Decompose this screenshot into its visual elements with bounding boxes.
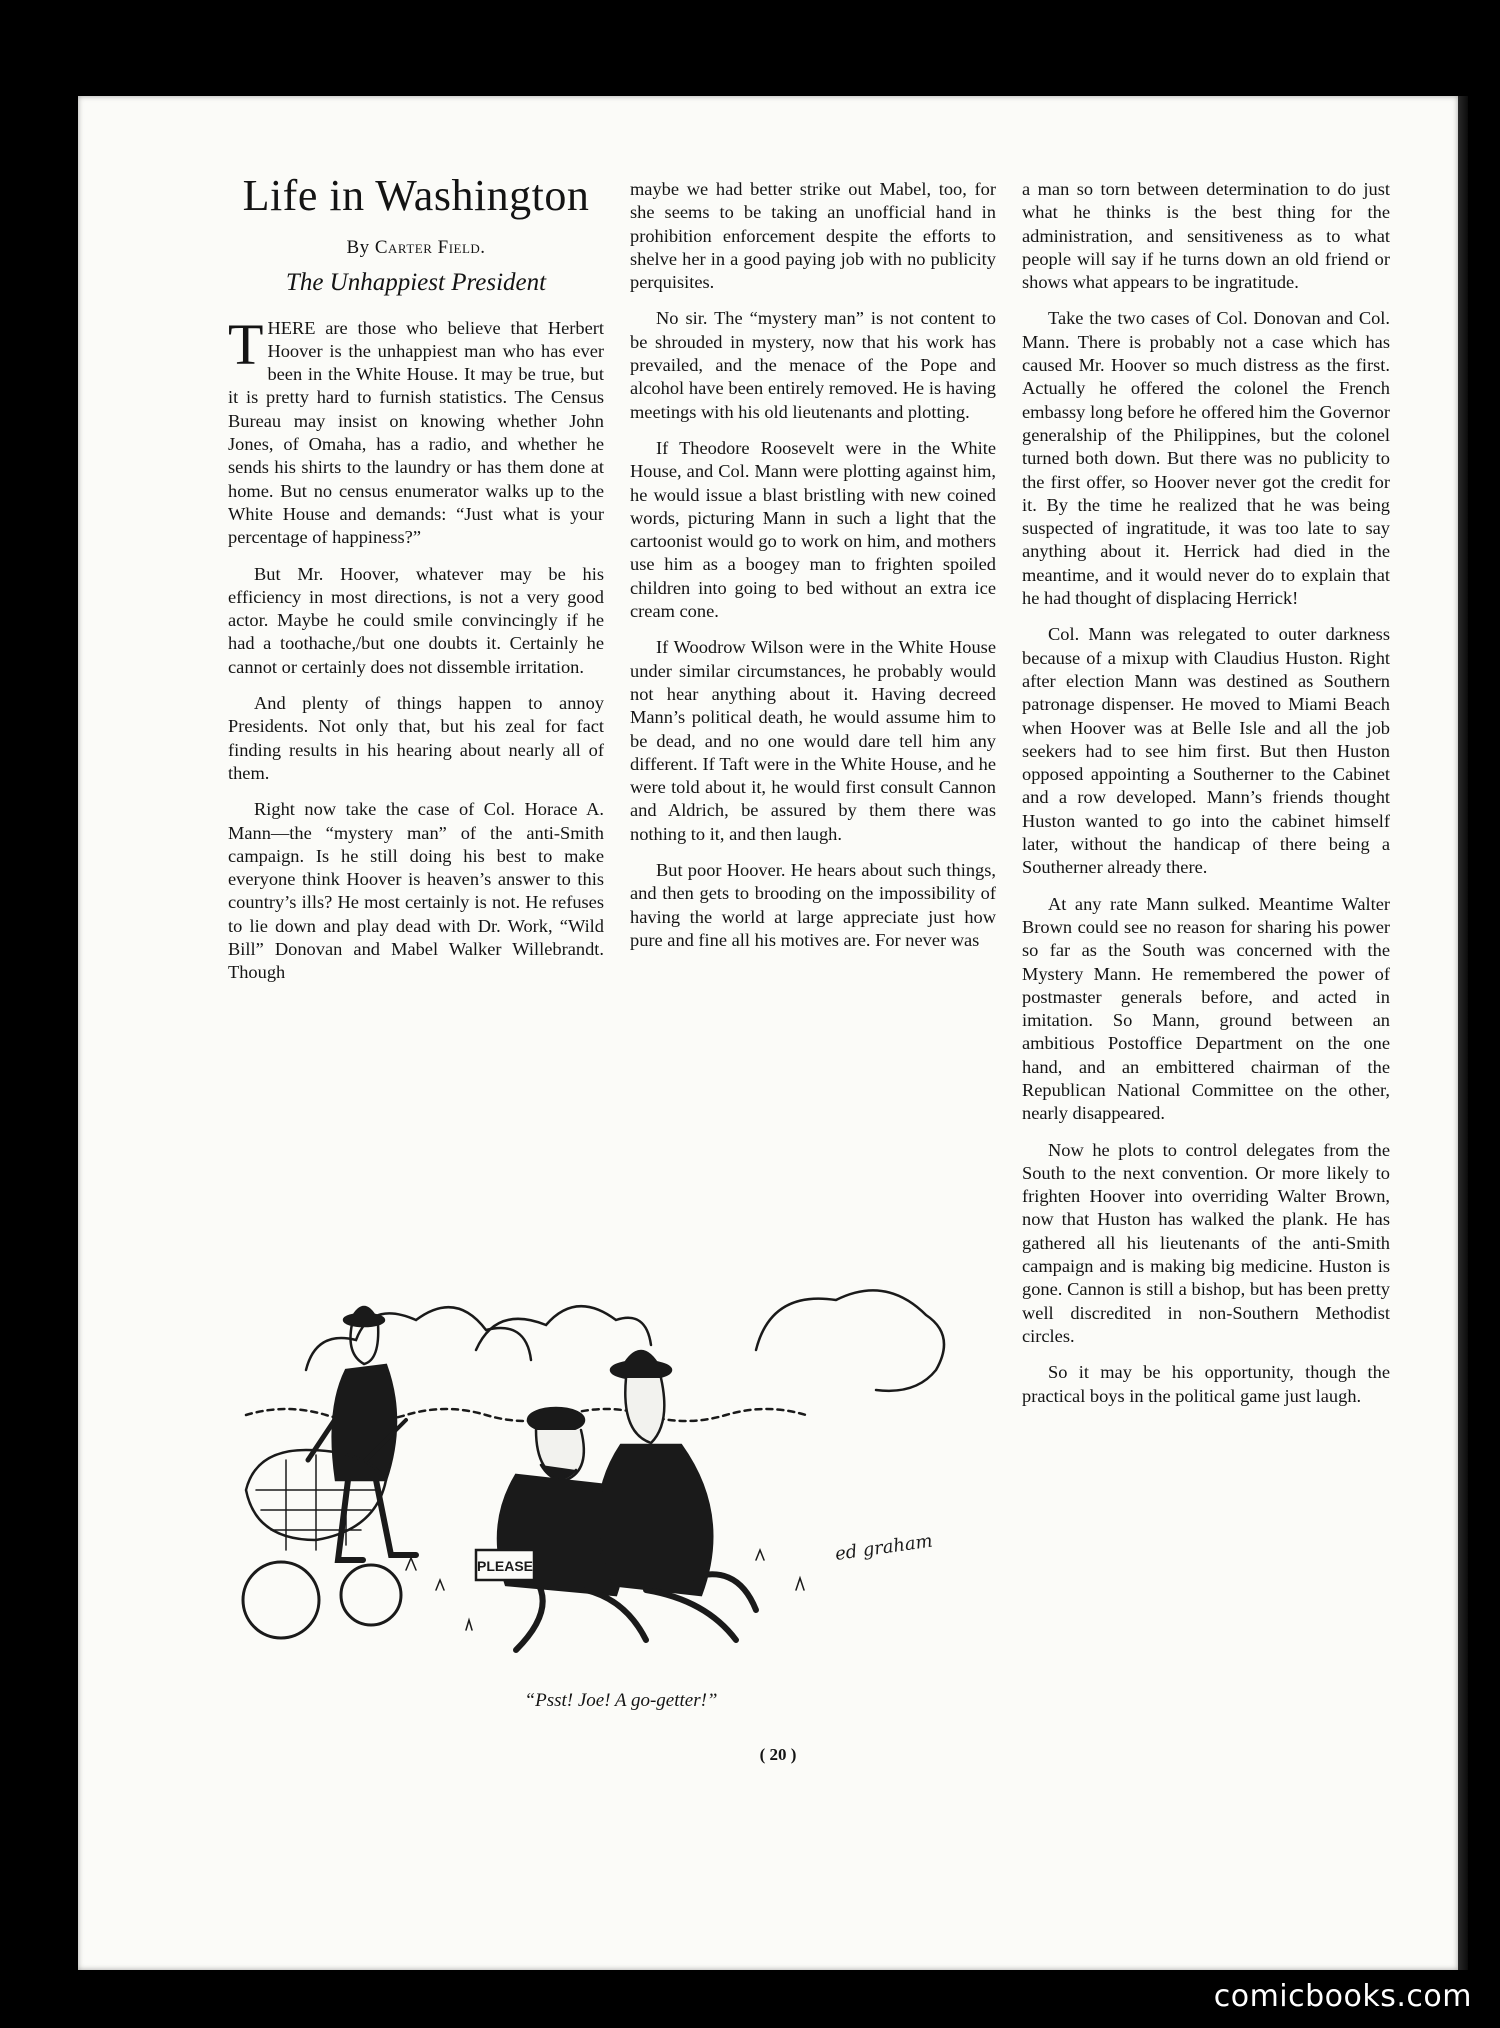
body-right (598, 1445, 712, 1595)
watermark: comicbooks.com (1213, 1979, 1472, 2014)
paragraph: Col. Mann was relegated to outer darkness because of a mixup with Claudius Huston. Right after election Mann was destined as Southern patronage dispenser. He moved to Miami Beach when Hoover was at Belle Isle and all the job seekers had to see him first. But then Huston opposed appointing a Southerner to the Cabinet and a row developed. Mann’s friends thought Huston wanted to go into the cabinet himself later, without the handicap of there being a Southerner already there. (1022, 624, 1390, 878)
legs-left (338, 1480, 416, 1560)
paragraph: But Mr. Hoover, whatever may be his efficiency in most directions, is not a very good actor. Maybe he could smile convincingly if he had a toothache,/but one doubts it. Certainly he cannot or certainly does not dissemble irritation. (228, 563, 604, 677)
horizon-fence (246, 1409, 806, 1421)
face-left (351, 1324, 379, 1364)
paragraph: maybe we had better strike out Mabel, too, for she seems to be taking an unofficial hand in prohibition enforcement despite the efforts to shelve her in a good paying job with no publicity perquisites. (630, 179, 996, 293)
paragraph: At any rate Mann sulked. Meantime Walter Brown could see no reason for sharing his power so far as the South was concerned with the Mystery Mann. He remembered the power of postmaster generals before, and acted in imitation. So Mann, ground between an ambitious Postoffice Department on the one hand, and an embittered chairman of the Republican National Committee on the other, nearly disappeared. (1022, 893, 1390, 1124)
page-number: ( 20 ) (759, 1745, 797, 1764)
paragraph: If Theodore Roosevelt were in the White House, and Col. Mann were plotting against him, he would issue a blast bristling with new coined words, picturing Mann in such a light that the cartoonist would go to work on him, and mothers use him as a boogey man to frighten spoiled children into going to bed without an extra ice cream cone. (630, 437, 996, 622)
paragraph: Now he plots to control delegates from the South to the next convention. Or more likely to frighten Hoover into overriding Walter Brown, now that Huston has walked the plank. He has gathered all his lieutenants of the anti-Smith campaign and is making big medicine. Huston is gone. Cannon is still a bishop, but has been pretty well discredited in non-Southern Methodist circles. (1022, 1139, 1390, 1346)
paragraph: No sir. The “mystery man” is not content to be shrouded in mystery, now that his work has prevailed, and the menace of the Pope and alcohol have been entirely removed. He is having meetings with his old lieutenants and plotting. (630, 308, 996, 422)
article-byline (228, 236, 604, 259)
cartoon-caption: “Psst! Joe! A go-getter!” (524, 1690, 718, 1711)
hat-right-crown (622, 1351, 660, 1368)
hat-middle (528, 1408, 584, 1432)
page-spine-edge (1458, 96, 1468, 1970)
drop-cap: T (228, 311, 264, 377)
byline-author: Carter Field. (374, 237, 486, 258)
paragraph: If Woodrow Wilson were in the White House under similar circumstances, he probably would not hear anything about it. Having decreed Mann’s political death, he would assume him to be dead, and no one would dare tell him any different. If Taft were in the White House, and he were told about it, he would first consult Cannon and Aldrich, be assured by them there was nothing to it, and then laugh. (630, 637, 996, 844)
please-sign-text: PLEASE (476, 1558, 534, 1574)
article-column-3 (1022, 178, 1390, 1421)
byline-prefix: By (346, 237, 370, 258)
stroller-wheel-front (341, 1565, 401, 1625)
artist-signature: ed graham (833, 1530, 934, 1565)
article-column-2 (630, 178, 996, 965)
paragraph-text: HERE are those who believe that Herbert Hoover is the unhappiest man who has ever been in the White House. It may be true, but it is pretty hard to furnish statistics. The Census Bureau may insist on knowing whether John Jones, of Omaha, has a radio, and whether he sends his shirts to the laundry or has them done at home. But no census enumerator walks up to the White House and demands: “Just what is your percentage of happiness?” (228, 317, 604, 548)
paragraph: Right now take the case of Col. Horace A. Mann—the “mystery man” of the anti-Smith campaign. Is he still doing his best to make everyone think Hoover is heaven’s answer to this country’s ills? He most certainly is not. He refuses to lie down and play dead with Dr. Work, “Wild Bill” Donovan and Mabel Walker Willebrandt. Though (228, 799, 604, 983)
paragraph: But poor Hoover. He hears about such things, and then gets to brooding on the impossibility of having the world at large appreciate just how pure and fine all his motives are. For never was (630, 860, 996, 950)
article-subtitle: The Unhappiest President (285, 269, 547, 297)
body-left (333, 1365, 396, 1480)
article-column-1 (228, 172, 604, 998)
hat-left-crown (352, 1307, 376, 1318)
paragraph: So it may be his opportunity, though the practical boys in the political game just laugh. (1022, 1362, 1390, 1406)
paragraph: And plenty of things happen to annoy Presidents. Not only that, but his zeal for fact finding results in his hearing about nearly all of them. (228, 693, 604, 783)
cloud-left (306, 1307, 531, 1370)
face-right (625, 1378, 664, 1443)
paragraph (228, 311, 604, 550)
article-title: Life in Washington (242, 171, 590, 220)
cloud-right (756, 1290, 944, 1390)
cartoon-illustration (236, 1260, 1006, 1670)
paragraph: Take the two cases of Col. Donovan and Col. Mann. There is probably not a case which has caused Mr. Hoover so much distress as the first. Actually he offered the colonel the French embassy long before he offered him the Governor generalship of the Philippines, but the colonel turned both down. But there was no publicity to the first offer, so Hoover never got the credit for it. By the time he realized that he was being suspected of ingratitude, it was too late to say anything about it. Herrick had died in the meantime, and it would never do to explain that he had thought of displacing Herrick! (1022, 308, 1390, 609)
paragraph: a man so torn between determination to do just what he thinks is the best thing for the administration, and sensitiveness as to what people will say if he turns down an old friend or shows what appears to be ingratitude. (1022, 179, 1390, 293)
stroller-wheel-back (243, 1562, 319, 1638)
